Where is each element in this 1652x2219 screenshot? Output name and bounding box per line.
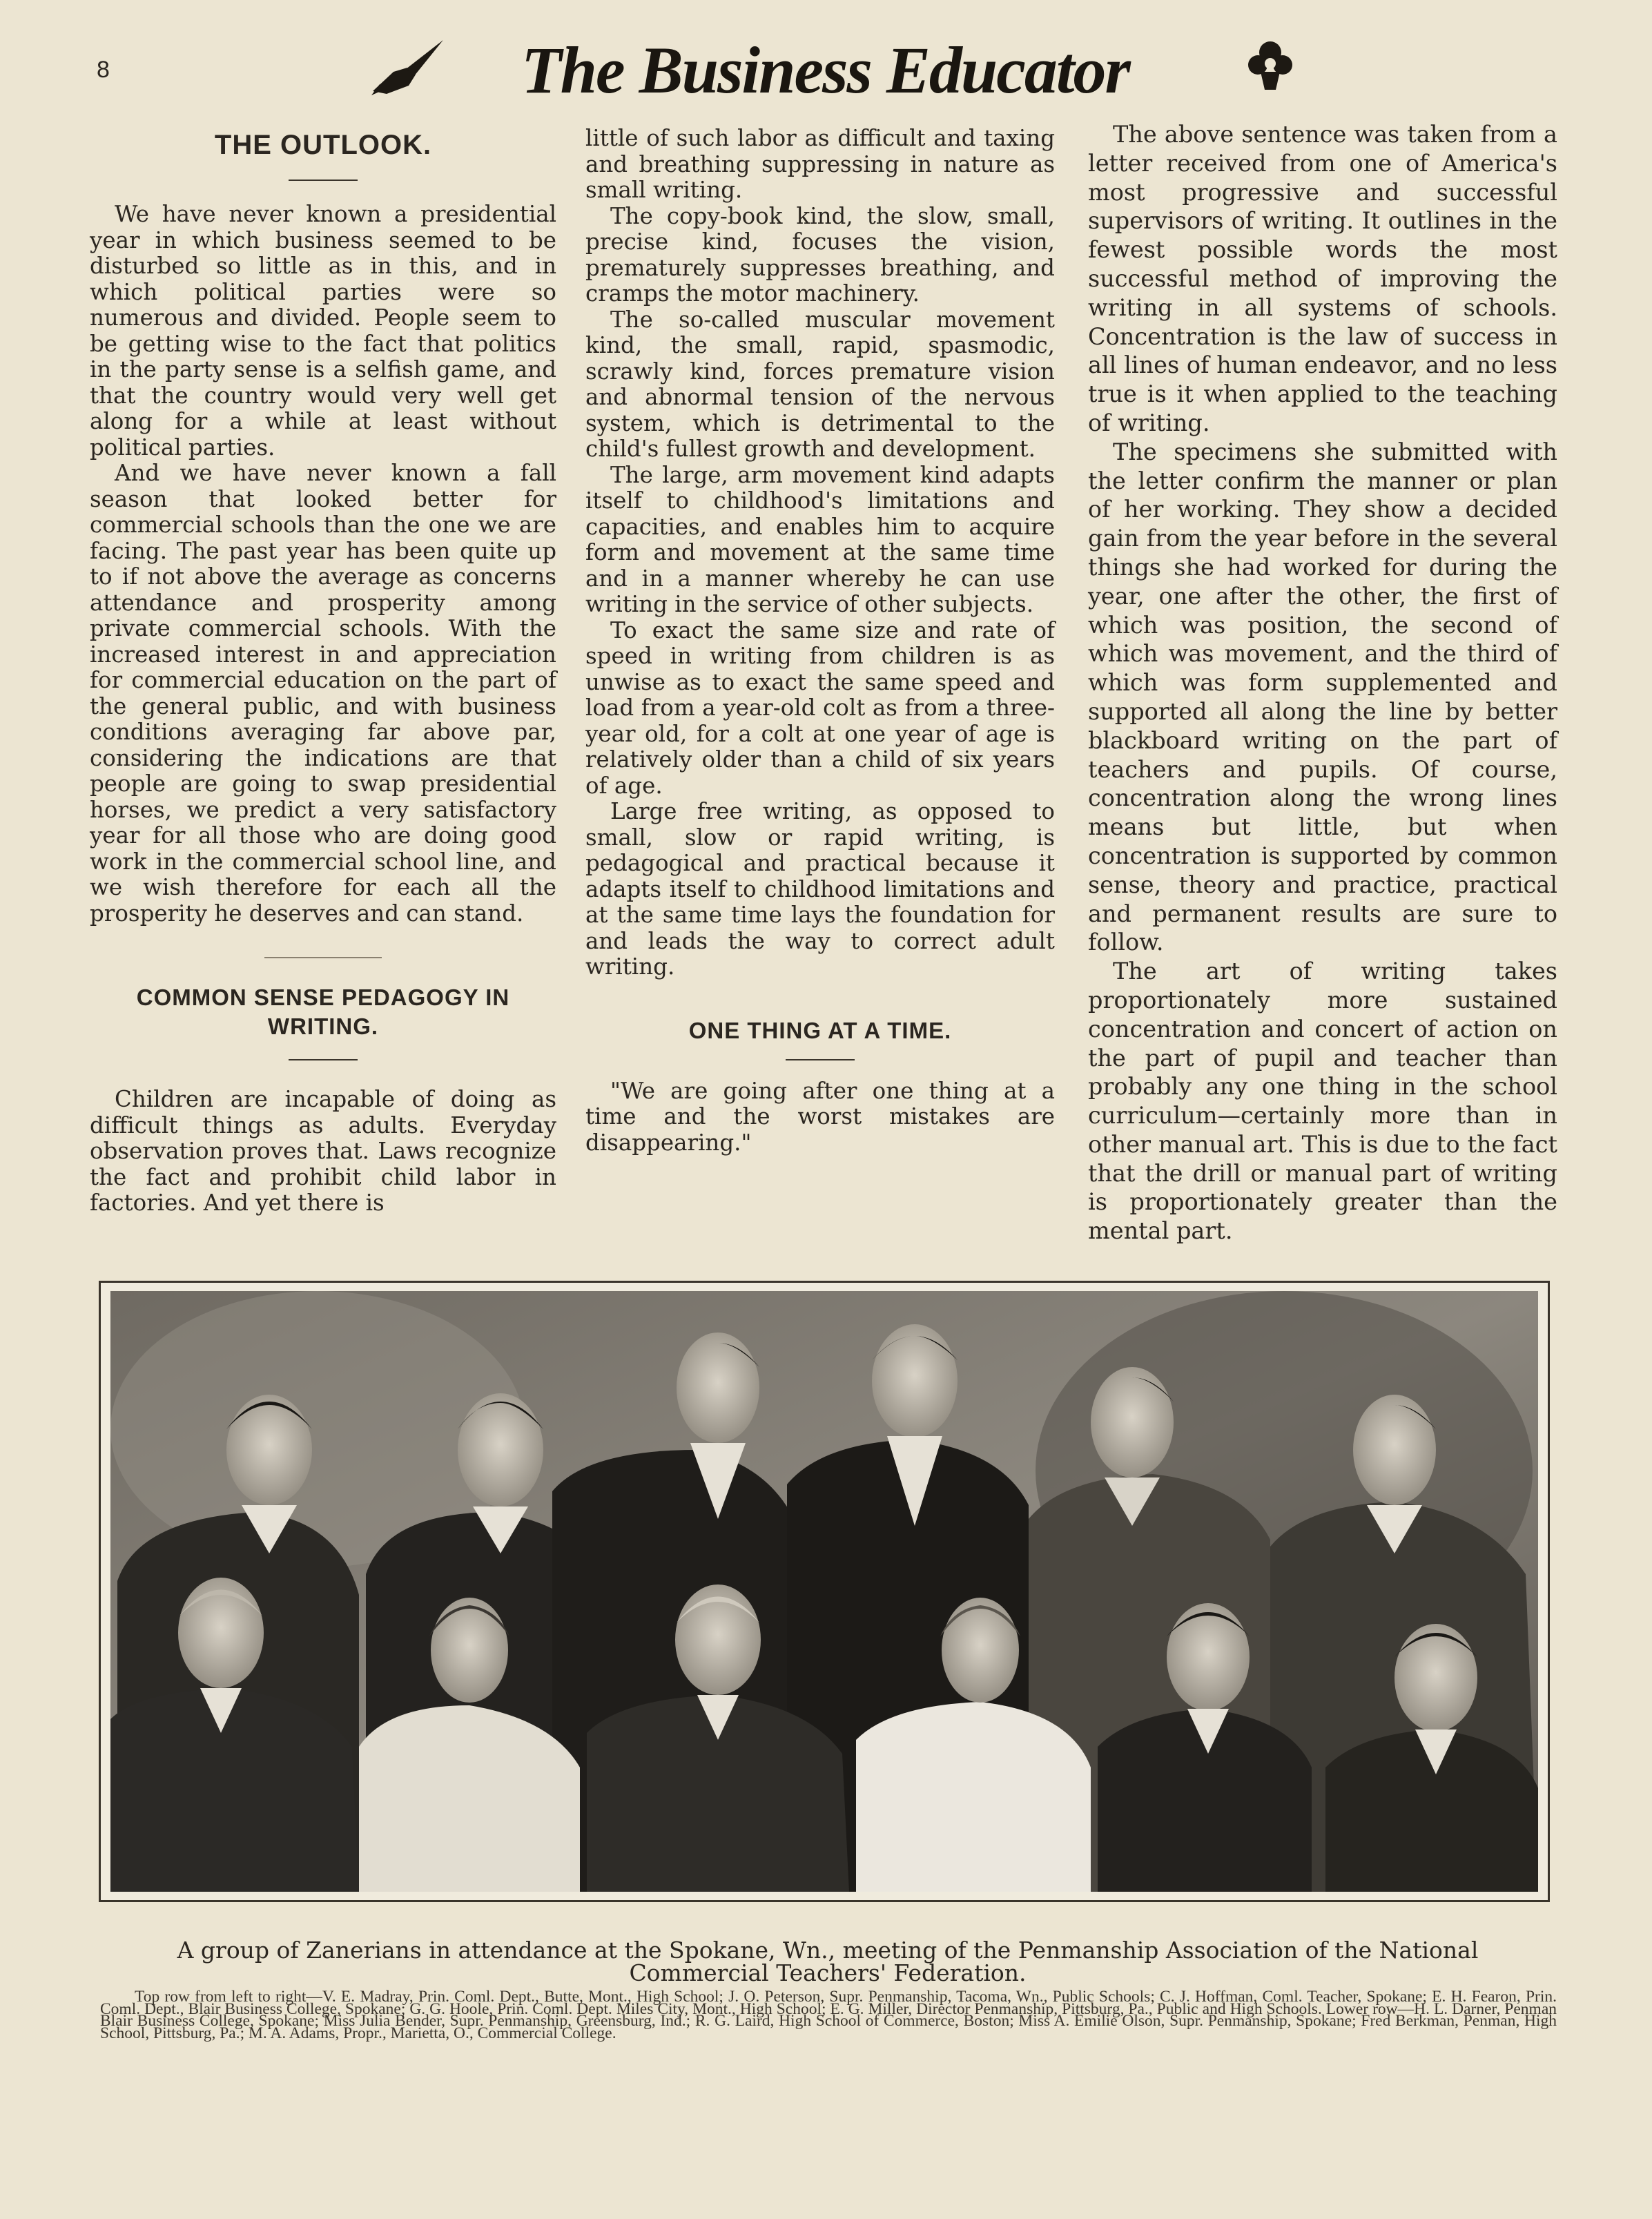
pedagogy-heading-line1: COMMON SENSE PEDAGOGY IN bbox=[136, 985, 510, 1010]
outlook-heading: THE OUTLOOK. bbox=[214, 130, 432, 160]
masthead bbox=[366, 28, 1332, 110]
column-3 bbox=[1088, 120, 1557, 1246]
photo-caption-line1: A group of Zanerians in attendance at the Spokane, Wn., meeting of the Penmanship Association of the National bbox=[177, 1937, 1479, 1964]
pedagogy-paragraph: To exact the same size and rate of speed in writing from children is as unwise as to exact the same speed and load from a year-old colt as from a three-year old, for a colt at one year of age is relatively older than a child of six years of age. bbox=[585, 617, 1055, 799]
one-thing-heading: ONE THING AT A TIME. bbox=[688, 1017, 952, 1043]
emblem-icon bbox=[1243, 37, 1298, 93]
pedagogy-paragraph: Children are incapable of doing as difficult things as adults. Everyday observation proves that. Laws recognize the fact and prohibit child labor in factories. And yet there is bbox=[90, 1086, 556, 1216]
quill-hand-icon bbox=[366, 36, 449, 98]
pedagogy-paragraph: The so-called muscular movement kind, the small, rapid, spasmodic, scrawly kind, forces premature vision and abnormal tension of the nervous system, which is detrimental to the child's fullest growth and development. bbox=[585, 306, 1055, 462]
one-thing-paragraph: The art of writing takes proportionately more sustained concentration and concert of action on the part of pupil and teacher than probably any one thing in the school curriculum—certainly more than in other manual art. This is due to the fact that the drill or manual part of writing is proportionately greater than the mental part. bbox=[1088, 958, 1557, 1245]
column-2 bbox=[585, 126, 1055, 1156]
one-thing-quote: "We are going after one thing at a time and the worst mistakes are disappearing." bbox=[585, 1077, 1055, 1156]
photo-caption bbox=[99, 1939, 1557, 1984]
photo-names-list: Top row from left to right—V. E. Madray, Prin. Coml. Dept., Butte, Mont., High School; J. O. Peterson, Supr. Penmanship, Tacoma, Wn., Public Schools; C. J. Hoffman, Coml. Teacher, Spokane; E. H. Fearon, Prin. Coml. Dept., Blair Business College, Spokane; G. G. Hoole, Prin. Coml. Dept. Miles City, Mont., High School; E. G. Miller, Director Penmanship, Pittsburg, Pa., Public and High Schools. Lower row—H. L. Darner, Penman Blair Business College, Spokane; Miss Julia Bender, Supr. Penmanship, Greensburg, Ind.; R. G. Laird, High School of Commerce, Boston; Miss A. Emilie Olson, Supr. Penmanship, Spokane; Fred Berkman, Penman, High School, Pittsburg, Pa.; M. A. Adams, Propr., Marietta, O., Commercial College. bbox=[100, 1988, 1557, 2042]
group-photo bbox=[110, 1291, 1538, 1892]
group-photo-frame bbox=[99, 1281, 1550, 1902]
one-thing-paragraph: The above sentence was taken from a letter received from one of America's most progressive and successful supervisors of writing. It outlines in the fewest possible words the most successful method of improving the writing in all systems of schools. Concentration is the law of success in all lines of human endeavor, and no less true is it when applied to the teaching of writing. bbox=[1088, 121, 1557, 436]
one-thing-paragraph: The specimens she submitted with the letter confirm the manner or plan of her working. They show a decided gain from the year before in the several things she had worked for during the year, one after the other, the first of which was position, the second of which was movement, and the third of which was form supplemented and supported all along the line by better blackboard writing on the part of teachers and pupils. Of course, concentration along the wrong lines means but little, but when concentration is supported by common sense, theory and practice, practical and permanent results are sure to follow. bbox=[1088, 438, 1557, 956]
column-1 bbox=[90, 126, 556, 1217]
pedagogy-paragraph: The large, arm movement kind adapts itself to childhood's limitations and capacities, and enables him to acquire form and movement at the same time and in a manner whereby he can use writing in the service of other subjects. bbox=[585, 461, 1055, 617]
photo-caption-line2: Commercial Teachers' Federation. bbox=[629, 1959, 1027, 1986]
pedagogy-paragraph-continued: little of such labor as difficult and taxing and breathing suppressing in nature as small writing. bbox=[585, 125, 1055, 203]
pedagogy-paragraph: Large free writing, as opposed to small, slow or rapid writing, is pedagogical and practical because it adapts itself to childhood limitations and at the same time lays the foundation for and leads the way to correct adult writing. bbox=[585, 798, 1055, 980]
page-number: 8 bbox=[97, 57, 110, 83]
outlook-paragraph: We have never known a presidential year in which business seemed to be disturbed so little as in this, and in which political parties were so numerous and divided. People seem to be getting wise to the fact that politics in the party sense is a selfish game, and that the country would very well get along for a while at least without political parties. bbox=[90, 201, 556, 461]
pedagogy-heading-line2: WRITING. bbox=[267, 1014, 379, 1039]
journal-title: The Business Educator bbox=[521, 33, 1129, 107]
pedagogy-paragraph: The copy-book kind, the slow, small, precise kind, focuses the vision, prematurely suppresses breathing, and cramps the motor machinery. bbox=[585, 202, 1055, 307]
outlook-paragraph: And we have never known a fall season that looked better for commercial schools than the one we are facing. The past year has been quite up to if not above the average as concerns attendance and prosperity among private commercial schools. With the increased interest in and appreciation for commercial education on the part of the general public, and with business conditions averaging far above par, considering the indications are that people are going to swap presidential horses, we predict a very satisfactory year for all those who are doing good work in the commercial school line, and we wish therefore for each all the prosperity he deserves and can stand. bbox=[90, 460, 556, 927]
